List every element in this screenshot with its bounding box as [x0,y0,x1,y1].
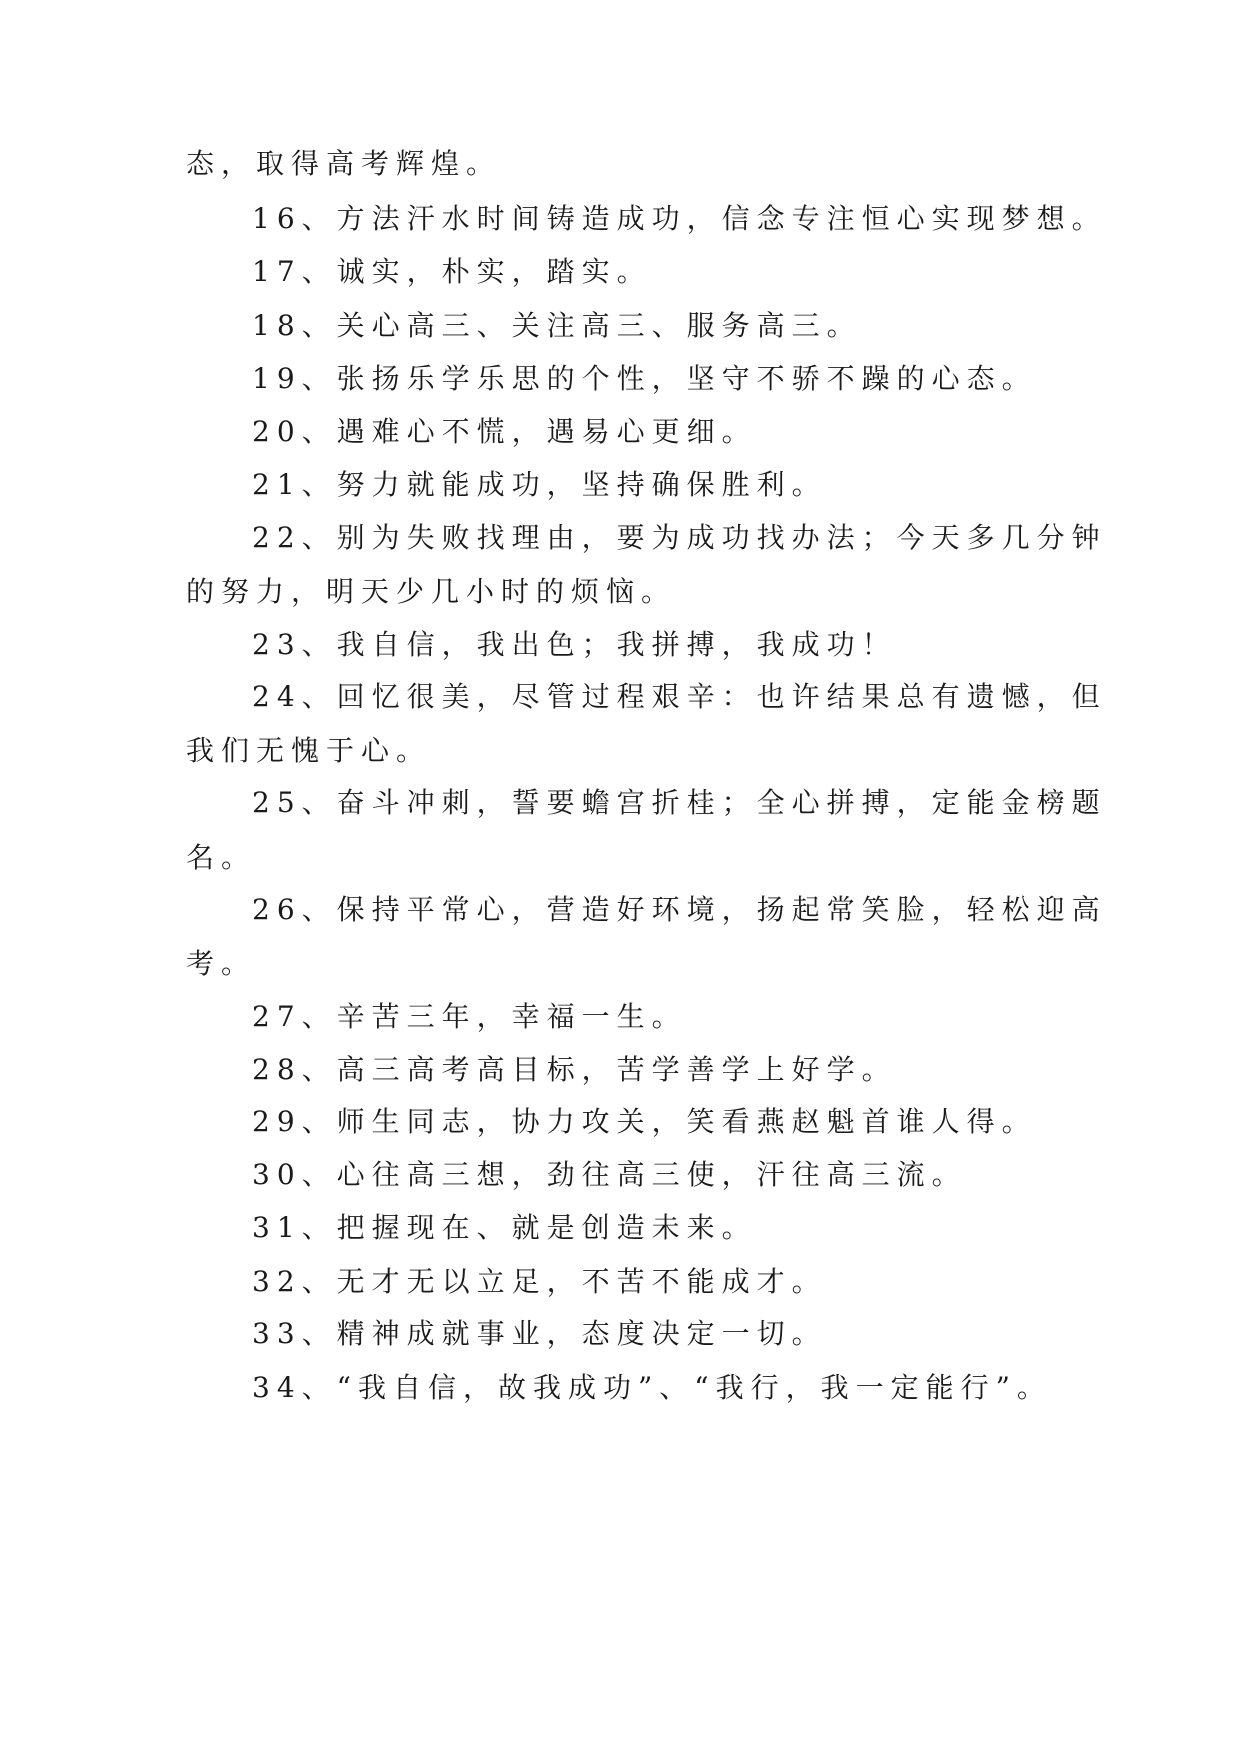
text-line: 16、方法汗水时间铸造成功，信念专注恒心实现梦想。 [252,202,1107,235]
text-line: 34、“我自信，故我成功”、“我行，我一定能行”。 [252,1371,1052,1404]
text-line: 25、奋斗冲刺，誓要蟾宫折桂；全心拼搏，定能金榜题 [252,786,1107,819]
text-line: 18、关心高三、关注高三、服务高三。 [252,309,862,342]
text-line: 22、别为失败找理由，要为成功找办法；今天多几分钟 [252,521,1107,554]
text-line: 名。 [186,841,257,874]
text-line: 28、高三高考高目标，苦学善学上好学。 [252,1053,897,1086]
text-line: 27、辛苦三年，幸福一生。 [252,1000,687,1033]
text-line: 20、遇难心不慌，遇易心更细。 [252,415,757,448]
text-line: 17、诚实，朴实，踏实。 [252,255,652,288]
text-line: 的努力，明天少几小时的烦恼。 [186,575,677,608]
text-line: 29、师生同志，协力攻关，笑看燕赵魁首谁人得。 [252,1105,1037,1138]
text-line: 33、精神成就事业，态度决定一切。 [252,1317,827,1350]
text-line: 24、回忆很美，尽管过程艰辛：也许结果总有遗憾，但 [252,680,1107,713]
text-line: 31、把握现在、就是创造未来。 [252,1211,757,1244]
text-line: 考。 [186,947,257,980]
text-line: 23、我自信，我出色；我拼搏，我成功！ [252,628,897,661]
text-line: 32、无才无以立足，不苦不能成才。 [252,1265,827,1298]
text-line: 19、张扬乐学乐思的个性，坚守不骄不躁的心态。 [252,362,1037,395]
text-line: 我们无愧于心。 [186,734,432,767]
text-line: 30、心往高三想，劲往高三使，汗往高三流。 [252,1158,967,1191]
text-line: 26、保持平常心，营造好环境，扬起常笑脸，轻松迎高 [252,893,1107,926]
text-line: 21、努力就能成功，坚持确保胜利。 [252,468,827,501]
text-line: 态，取得高考辉煌。 [186,147,502,180]
